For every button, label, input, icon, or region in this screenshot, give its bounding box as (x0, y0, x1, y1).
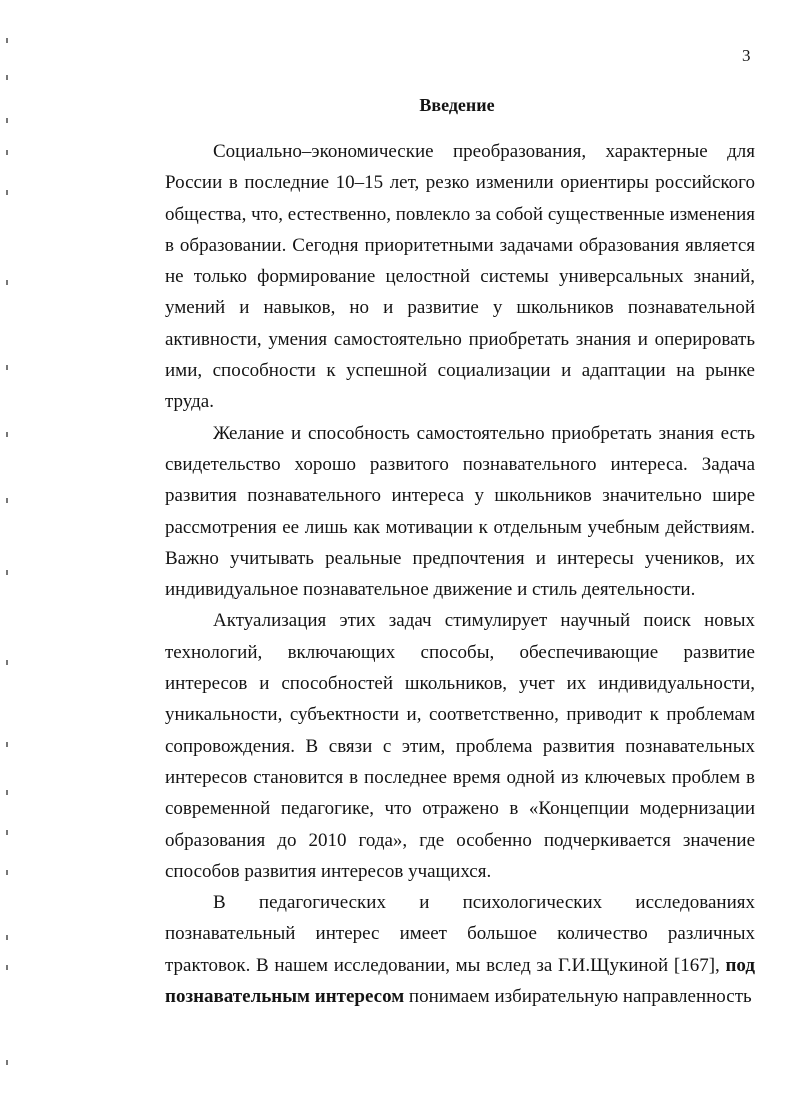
scan-margin-marks (0, 0, 20, 1106)
body-text (165, 136, 755, 1012)
paragraph-2: Желание и способность самостоятельно приобретать знания есть свидетельство хорошо развитого познавательного интереса. Задача развития познавательного интереса у школьников значительно шире рассмотрения ее лишь как мотивации к отдельным учебным действиям. Важно учитывать реальные предпочтения и интересы учеников, их индивидуальное познавательное движение и стиль деятельности. (165, 422, 755, 601)
paragraph-1: Социально–экономические преобразования, характерные для России в последние 10–15 лет, резко изменили ориентиры российского общества, что, естественно, повлекло за собой существенные изменения в образовании. Сегодня приоритетными задачами образования является не только формирование целостной системы универсальных знаний, умений и навыков, но и развитие у школьников познавательной активности, умения самостоятельно приобретать знания и оперировать ими, способности к успешной социализации и адаптации на рынке труда. (165, 141, 755, 413)
paragraph-3: Актуализация этих задач стимулирует научный поиск новых технологий, включающих способы, обеспечивающие развитие интересов и способностей школьников, учет их индивидуальности, уникальности, субъектности и, соответственно, приводит к проблемам сопровождения. В связи с этим, проблема развития познавательных интересов становится в последнее время одной из ключевых проблем в современной педагогике, что отражено в «Концепции модернизации образования до 2010 года», где особенно подчеркивается значение способов развития интересов учащихся. (165, 610, 755, 882)
paragraph-4-start: В педагогических и психологических исследованиях познавательный интерес имеет большое количество различных трактовок. В нашем исследовании, мы вслед за Г.И.Щукиной [167], (165, 892, 755, 976)
paragraph-4-bold-term: под познавательным интересом (165, 954, 755, 1008)
paragraph-4 (165, 887, 755, 1012)
paragraph-4-end: понимаем избирательную направленность (404, 986, 752, 1008)
page-number: 3 (742, 46, 751, 65)
section-heading: Введение (419, 95, 495, 115)
